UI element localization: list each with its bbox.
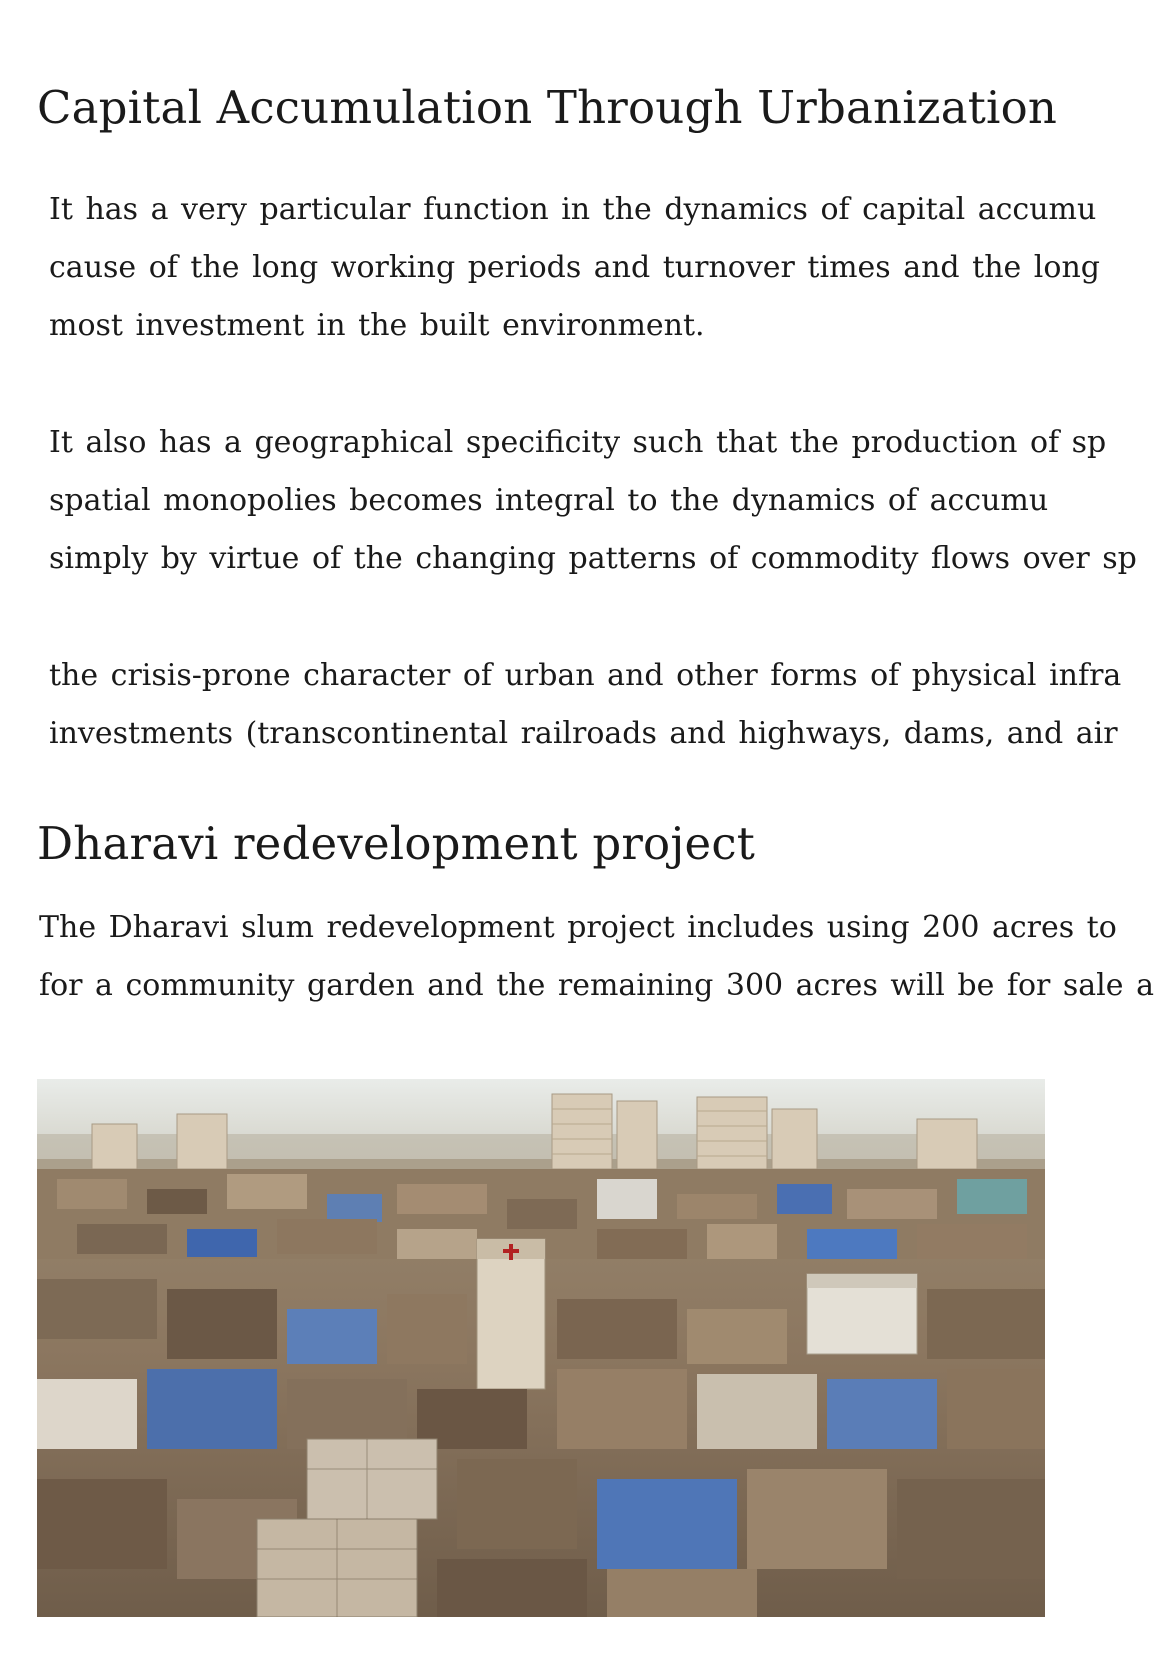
paragraph-line: It has a very particular function in the dynamics of capital accumu <box>49 192 1097 227</box>
section-heading-capital-accumulation: Capital Accumulation Through Urbanization <box>37 81 1058 134</box>
paragraph-line: It also has a geographical specificity such that the production of sp <box>49 425 1107 460</box>
paragraph-line: the crisis-prone character of urban and other forms of physical infra <box>49 658 1122 693</box>
section-heading-dharavi: Dharavi redevelopment project <box>37 817 756 870</box>
paragraph-line: simply by virtue of the changing patterns of commodity flows over sp <box>49 541 1137 576</box>
paragraph-line: investments (transcontinental railroads and highways, dams, and air <box>49 716 1118 751</box>
paragraph-line: cause of the long working periods and turnover times and the long <box>49 250 1100 285</box>
paragraph-line: for a community garden and the remaining 300 acres will be for sale a <box>39 968 1154 1003</box>
dharavi-slum-photo <box>37 1079 1045 1617</box>
paragraph-line: most investment in the built environment. <box>49 308 705 343</box>
paragraph-line: spatial monopolies becomes integral to the dynamics of accumu <box>49 483 1049 518</box>
paragraph-line: The Dharavi slum redevelopment project includes using 200 acres to <box>39 910 1117 945</box>
